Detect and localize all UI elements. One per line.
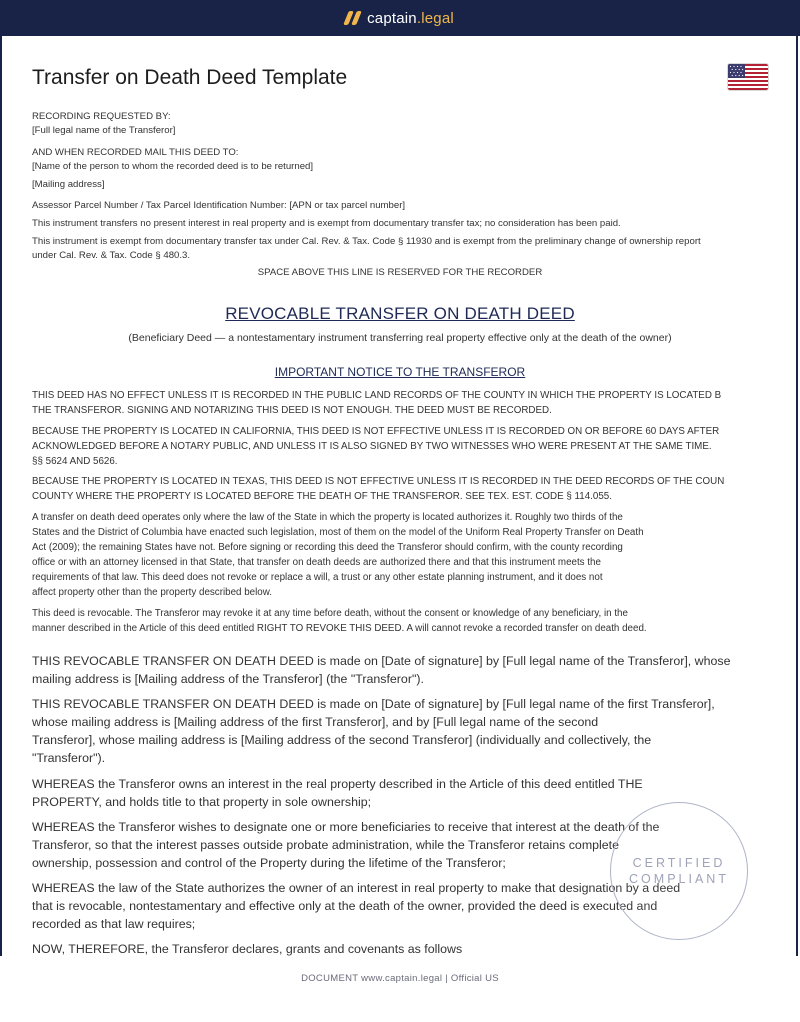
brand-suffix: .legal (416, 9, 454, 27)
body-line: WHEREAS the Transferor owns an interest in the real property described in the Article of this deed entitled THE (32, 777, 643, 791)
tax-statement-2-line: This instrument is exempt from documentary transfer tax under Cal. Rev. & Tax. Code § 11930 and is exempt from the preliminary change of ownership report (32, 236, 701, 247)
body-paragraph-joint-transferors (32, 695, 715, 767)
explanation-line: States and the District of Columbia have enacted such legislation, most of them on the model of the Uniform Real Property Transfer on Death (32, 527, 644, 538)
transferor-name-placeholder: [Full legal name of the Transferor] (32, 125, 176, 136)
body-line: WHEREAS the Transferor wishes to designate one or more beneficiaries to receive that interest at the death of the (32, 820, 660, 834)
document-title: Transfer on Death Deed Template (32, 66, 348, 89)
tax-statement-2-line: under Cal. Rev. & Tax. Code § 480.3. (32, 250, 191, 261)
brand-logo[interactable] (346, 10, 454, 27)
notice-paragraph-texas (32, 474, 724, 504)
notice-paragraph-california (32, 424, 719, 469)
explanation-paragraph-revocable (32, 606, 647, 636)
deed-subtitle: (Beneficiary Deed — a nontestamentary instrument transferring real property effective only at the death of the owner) (128, 332, 672, 344)
body-line: Transferor, so that the interest passes outside probate administration, while the Transferor retains complete (32, 838, 620, 852)
body-line: THIS REVOCABLE TRANSFER ON DEATH DEED is made on [Date of signature] by [Full legal name of the first Transferor], (32, 697, 715, 711)
body-line: NOW, THEREFORE, the Transferor declares, grants and covenants as follows (32, 942, 463, 956)
page-footer: DOCUMENT www.captain.legal | Official US (301, 973, 499, 984)
body-line: that is revocable, nontestamentary and effective only at the death of the owner, provided the deed is executed and (32, 899, 658, 913)
explanation-paragraph-jurisdiction (32, 510, 644, 600)
mailing-address-placeholder: [Mailing address] (32, 179, 105, 190)
stamp-line: CERTIFIED (632, 856, 726, 870)
notice-line: BECAUSE THE PROPERTY IS LOCATED IN TEXAS, THIS DEED IS NOT EFFECTIVE UNLESS IT IS RECORDED IN THE DEED RECORDS OF THE COUN (32, 476, 725, 487)
stamp-line: COMPLIANT (629, 872, 729, 886)
apn-line: Assessor Parcel Number / Tax Parcel Identification Number: [APN or tax parcel number] (32, 200, 406, 211)
body-line: THIS REVOCABLE TRANSFER ON DEATH DEED is made on [Date of signature] by [Full legal name of the Transferor], whose (32, 654, 731, 668)
notice-line: ACKNOWLEDGED BEFORE A NOTARY PUBLIC, AND UNLESS IT IS ALSO SIGNED BY TWO WITNESSES WHO WERE PRESENT AT THE SAME TIME. (32, 441, 712, 452)
body-line: whose mailing address is [Mailing address of the first Transferor], and by [Full legal name of the second (32, 715, 599, 729)
body-line: "Transferor"). (32, 751, 106, 765)
body-paragraph-now-therefore (32, 940, 462, 958)
notice-heading: IMPORTANT NOTICE TO THE TRANSFEROR (274, 365, 526, 379)
explanation-line: affect property other than the property described below. (32, 587, 272, 598)
return-mail-label: AND WHEN RECORDED MAIL THIS DEED TO: (32, 147, 239, 158)
us-flag-icon (728, 64, 768, 90)
recorder-space-note: SPACE ABOVE THIS LINE IS RESERVED FOR THE RECORDER (257, 267, 543, 278)
body-line: WHEREAS the law of the State authorizes the owner of an interest in real property to make that designation by a deed (32, 881, 681, 895)
explanation-line: office or with an attorney licensed in that State, that transfer on death deeds are authorized there and that this instrument meets the (32, 557, 601, 568)
explanation-line: manner described in the Article of this deed entitled RIGHT TO REVOKE THIS DEED. A will cannot revoke a recorded transfer on death deed. (32, 623, 647, 634)
tax-statement-1: This instrument transfers no present interest in real property and is exempt from documentary transfer tax; no consideration has been paid. (32, 218, 621, 229)
body-paragraph-whereas-ownership (32, 775, 643, 811)
body-line: PROPERTY, and holds title to that property in sole ownership; (32, 795, 372, 809)
top-brand-bar (0, 0, 800, 36)
explanation-line: Act (2009); the remaining States have not. Before signing or recording this deed the Transferor should confirm, with the county recording (32, 542, 623, 553)
body-paragraph-whereas-law (32, 879, 680, 933)
explanation-line: requirements of that law. This deed does not revoke or replace a will, a trust or any other estate planning instrument, and it does not (32, 572, 603, 583)
brand-name: captain (367, 9, 417, 27)
body-line: Transferor], whose mailing address is [Mailing address of the second Transferor] (individually and collectively, the (32, 733, 652, 747)
body-line: recorded as that law requires; (32, 917, 196, 931)
explanation-line: This deed is revocable. The Transferor may revoke it at any time before death, without the consent or knowledge of any beneficiary, in the (32, 608, 628, 619)
notice-line: COUNTY WHERE THE PROPERTY IS LOCATED BEFORE THE DEATH OF THE TRANSFEROR. SEE TEX. EST. CODE § 114.055. (32, 491, 612, 502)
body-line: ownership, possession and control of the Property during the lifetime of the Transferor; (32, 856, 506, 870)
notice-paragraph-recording (32, 388, 721, 418)
notice-line: BECAUSE THE PROPERTY IS LOCATED IN CALIFORNIA, THIS DEED IS NOT EFFECTIVE UNLESS IT IS RECORDED ON OR BEFORE 60 DAYS AFTER (32, 426, 720, 437)
notice-line: THIS DEED HAS NO EFFECT UNLESS IT IS RECORDED IN THE PUBLIC LAND RECORDS OF THE COUNTY IN WHICH THE PROPERTY IS LOCATED B (32, 390, 722, 401)
notice-line: §§ 5624 AND 5626. (32, 456, 118, 467)
body-paragraph-single-transferor (32, 652, 731, 688)
deed-title: REVOCABLE TRANSFER ON DEATH DEED (225, 304, 575, 323)
recording-requested-label: RECORDING REQUESTED BY: (32, 111, 171, 122)
tax-statement-2 (32, 235, 701, 263)
body-paragraph-whereas-beneficiaries (32, 818, 659, 872)
body-line: mailing address is [Mailing address of the Transferor] (the "Transferor"). (32, 672, 424, 686)
captain-legal-logo-icon (346, 11, 359, 25)
notice-line: THE TRANSFEROR. SIGNING AND NOTARIZING THIS DEED IS NOT ENOUGH. THE DEED MUST BE RECORDED. (32, 405, 552, 416)
explanation-line: A transfer on death deed operates only where the law of the State in which the property is located authorizes it. Roughly two thirds of the (32, 512, 623, 523)
return-name-placeholder: [Name of the person to whom the recorded deed is to be returned] (32, 161, 314, 172)
document-page (32, 110, 768, 1022)
